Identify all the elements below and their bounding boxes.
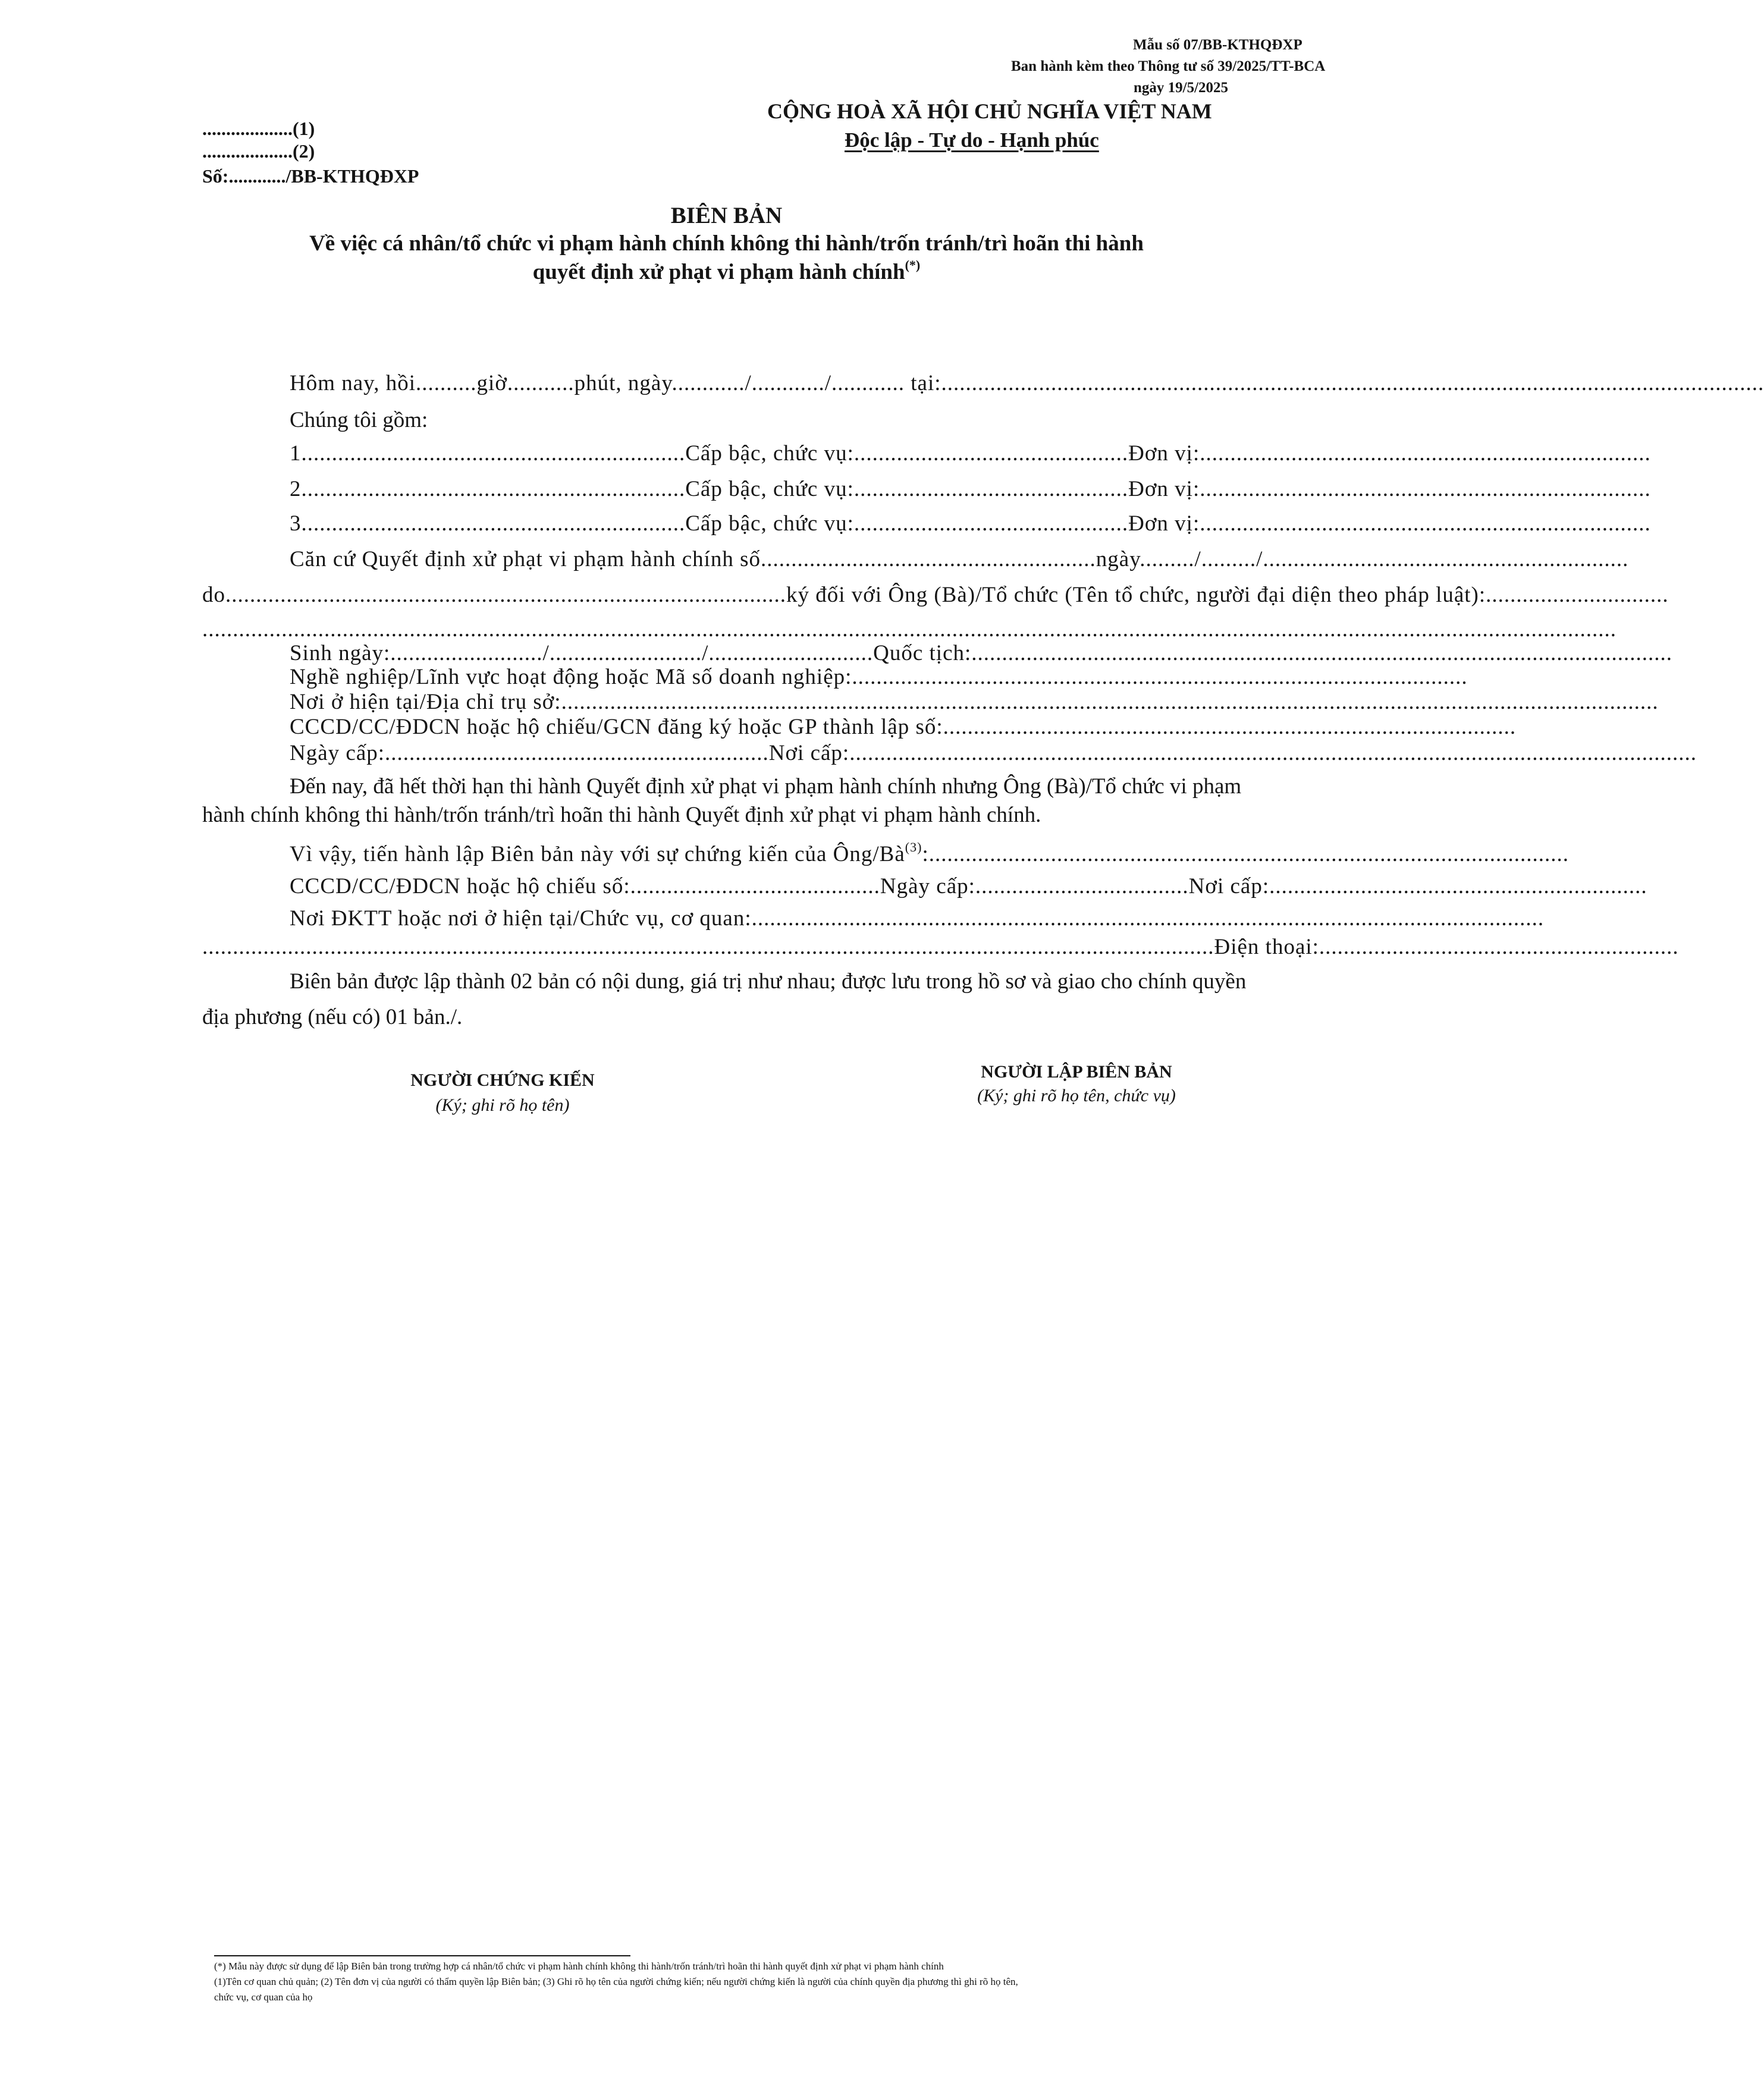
witness-signature-title: NGƯỜI CHỨNG KIẾN: [410, 1070, 595, 1090]
footnote-ref-star: (*): [905, 257, 921, 272]
witness-residence-position: Nơi ĐKTT hoặc nơi ở hiện tại/Chức vụ, cơ quan:..................................................................................................................................: [290, 906, 1545, 931]
witness-signature-note: (Ký; ghi rõ họ tên): [435, 1095, 570, 1115]
footnote-divider: [214, 1955, 630, 1956]
overdue-paragraph-line-1: Đến nay, đã hết thời hạn thi hành Quyết định xử phạt vi phạm hành chính nhưng Ông (Bà)/Tổ chức vi phạm: [290, 774, 1242, 799]
footnote-continuation: chức vụ, cơ quan của họ: [214, 1991, 313, 2003]
document-subtitle-line-1: Về việc cá nhân/tổ chức vi phạm hành chính không thi hành/trốn tránh/trì hoãn thi hành: [309, 231, 1144, 256]
witness-fill: :.........................................................................................................: [922, 842, 1569, 866]
footnote-1-2-3: (1)Tên cơ quan chủ quản; (2) Tên đơn vị của người có thẩm quyền lập Biên bản; (3) Ghi rõ họ tên của người chứng kiến; nếu người chứng kiến là người của chính quyền địa phương thì ghi rõ họ tên,: [214, 1976, 1018, 1987]
issued-date: ngày 19/5/2025: [1134, 80, 1229, 96]
copies-paragraph-line-1: Biên bản được lập thành 02 bản có nội dung, giá trị như nhau; được lưu trong hồ sơ và giao cho chính quyền: [290, 969, 1247, 994]
member-3: 3...............................................................Cấp bậc, chức vụ:.............................................Đơn vị:..........................................................................: [290, 511, 1651, 536]
violator-continuation: ........................................................................................................................................................................................................................................: [202, 617, 1617, 642]
footnote-star: (*) Mẫu này được sử dụng để lập Biên bản trong trường hợp cá nhân/tổ chức vi phạm hành chính không thi hành/trốn tránh/trì hoãn thi hành quyết định xử phạt vi phạm hành chính: [214, 1961, 944, 1972]
document-title: BIÊN BẢN: [670, 203, 783, 228]
document-subtitle-line-2: [0, 259, 1453, 285]
overdue-paragraph-line-2: hành chính không thi hành/trốn tránh/trì hoãn thi hành Quyết định xử phạt vi phạm hành chính.: [202, 803, 1041, 827]
decision-reference: Căn cứ Quyết định xử phạt vi phạm hành chính số.......................................................ngày........./........./............................................................: [290, 547, 1629, 571]
witness-id: CCCD/CC/ĐDCN hoặc hộ chiếu số:.........................................Ngày cấp:...................................Nơi cấp:..............................................................: [290, 874, 1647, 899]
document-number: Số:............/BB-KTHQĐXP: [202, 165, 419, 187]
issue-date-place: Ngày cấp:...............................................................Nơi cấp:...........................................................................................................................................: [290, 741, 1697, 765]
footnote-ref-3: (3): [905, 840, 922, 854]
form-number: Mẫu số 07/BB-KTHQĐXP: [1133, 37, 1302, 53]
motto: Độc lập - Tự do - Hạnh phúc: [845, 128, 1099, 152]
issued-with-circular: Ban hành kèm theo Thông tư số 39/2025/TT-BCA: [1011, 58, 1326, 74]
recorder-signature-title: NGƯỜI LẬP BIÊN BẢN: [981, 1062, 1172, 1082]
witness-phone: ......................................................................................................................................................................Điện thoại:...........................................................: [202, 935, 1679, 959]
id-or-registration-number: CCCD/CC/ĐDCN hoặc hộ chiếu/GCN đăng ký hoặc GP thành lập số:..............................................................................................: [290, 715, 1517, 739]
residence-address: Nơi ở hiện tại/Địa chỉ trụ sở:....................................................................................................................................................................................: [290, 690, 1659, 714]
nation-heading: CỘNG HOÀ XÃ HỘI CHỦ NGHĨA VIỆT NAM: [767, 99, 1212, 123]
meeting-time-place: Hôm nay, hồi..........giờ...........phút, ngày............/............/............ tại:.......................................................................................................................................: [290, 371, 1764, 395]
signed-by-and-violator: do............................................................................................ký đối với Ông (Bà)/Tổ chức (Tên tổ chức, người đại diện theo pháp luật):..............................: [202, 583, 1669, 607]
copies-paragraph-line-2: địa phương (nếu có) 01 bản./.: [202, 1005, 463, 1029]
member-1: 1...............................................................Cấp bậc, chức vụ:.............................................Đơn vị:..........................................................................: [290, 441, 1651, 466]
witness-line: [290, 840, 1569, 868]
member-2: 2...............................................................Cấp bậc, chức vụ:.............................................Đơn vị:..........................................................................: [290, 477, 1651, 501]
birth-date-nationality: Sinh ngày:........................./........................./...........................Quốc tịch:...................................................................................................................: [290, 641, 1673, 665]
occupation-tax-code: Nghề nghiệp/Lĩnh vực hoạt động hoặc Mã số doanh nghiệp:.....................................................................................................: [290, 665, 1468, 689]
witness-text: Vì vậy, tiến hành lập Biên bản này với sự chứng kiến của Ông/Bà: [290, 842, 905, 866]
agency-line-1: ...................(1): [202, 118, 315, 139]
members-heading: Chúng tôi gồm:: [290, 408, 428, 432]
recorder-signature-note: (Ký; ghi rõ họ tên, chức vụ): [977, 1086, 1176, 1105]
subtitle-text: quyết định xử phạt vi phạm hành chính: [532, 260, 905, 284]
agency-line-2: ...................(2): [202, 140, 315, 162]
